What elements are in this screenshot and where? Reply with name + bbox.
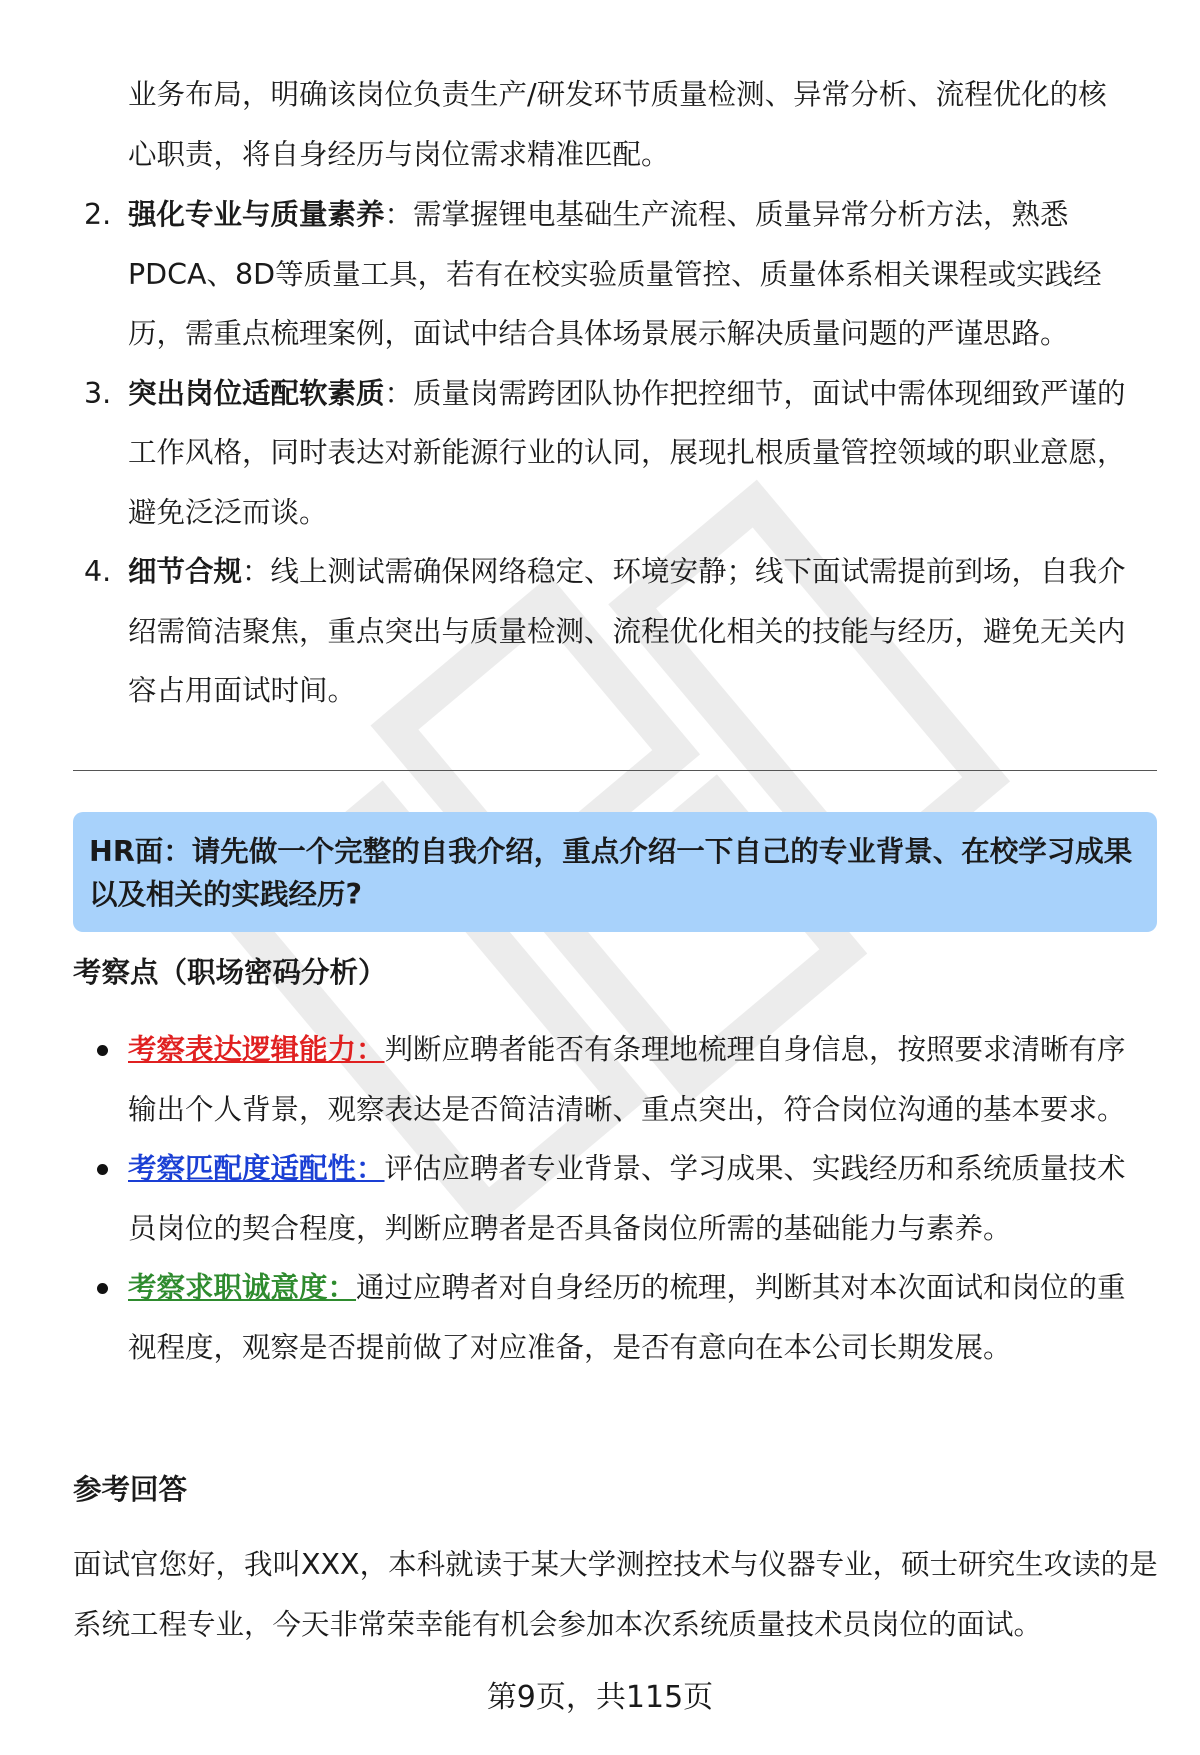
list-item-text: 质量岗需跨团队协作把控细节，面试中需体现细致严谨的工作风格，同时表达对新能源行业的认同，展现扎根质量管控领域的职业意愿，避免泛泛而谈。 (128, 376, 1126, 529)
intro-paragraph (128, 65, 1158, 184)
hr-question-box (73, 812, 1157, 932)
bullet-dot (97, 1283, 108, 1294)
list-item-text: 线上测试需确保网络稳定、环境安静；线下面试需提前到场，自我介绍需简洁聚焦，重点突出与质量检测、流程优化相关的技能与经历，避免无关内容占用面试时间。 (128, 555, 1126, 707)
hr-question-text: HR面：请先做一个完整的自我介绍，重点介绍一下自己的专业背景、在校学习成果以及相关的实践经历? (89, 835, 1133, 911)
section-divider (73, 770, 1157, 771)
point-key: 考察表达逻辑能力： (128, 1033, 385, 1066)
analysis-points (0, 1020, 1200, 1377)
tips-list (0, 185, 1200, 721)
point-text: 评估应聘者专业背景、学习成果、实践经历和系统质量技术员岗位的契合程度，判断应聘者是否具备岗位所需的基础能力与素养。 (128, 1152, 1126, 1245)
list-number: 2. (84, 198, 112, 231)
list-item-separator: ： (384, 198, 414, 231)
list-item-title: 突出岗位适配软素质 (128, 376, 385, 410)
list-number: 4. (84, 555, 112, 588)
intro-line-1: 业务布局，明确该岗位负责生产/研发环节质量检测、异常分析、流程优化的核 (128, 78, 1107, 111)
list-item-separator: ： (242, 555, 271, 588)
analysis-heading: 考察点（职场密码分析） (73, 956, 387, 989)
answer-paragraph: 面试官您好，我叫XXX，本科就读于某大学测控技术与仪器专业，硕士研究生攻读的是系统工程专业，今天非常荣幸能有机会参加本次系统质量技术员岗位的面试。 (73, 1548, 1158, 1641)
list-number: 3. (84, 376, 112, 410)
intro-line-2: 心职责，将自身经历与岗位需求精准匹配。 (128, 137, 670, 171)
bullet-dot (97, 1164, 108, 1175)
bullet-item (0, 1258, 1200, 1377)
list-item (0, 542, 1200, 721)
point-text: 判断应聘者能否有条理地梳理自身信息，按照要求清晰有序输出个人背景，观察表达是否简洁清晰、重点突出，符合岗位沟通的基本要求。 (128, 1033, 1126, 1126)
answer-heading: 参考回答 (73, 1473, 188, 1506)
list-item-title: 细节合规 (128, 555, 243, 588)
bullet-item (0, 1020, 1200, 1139)
list-item-title: 强化专业与质量素养 (128, 198, 385, 231)
list-item-text: 需掌握锂电基础生产流程、质量异常分析方法，熟悉PDCA、8D等质量工具，若有在校实验质量管控、质量体系相关课程或实践经历，需重点梳理案例，面试中结合具体场景展示解决质量问题的严谨思路。 (128, 198, 1102, 350)
point-key: 考察求职诚意度： (128, 1271, 357, 1304)
list-item (0, 185, 1200, 364)
point-text: 通过应聘者对自身经历的梳理，判断其对本次面试和岗位的重视程度，观察是否提前做了对应准备，是否有意向在本公司长期发展。 (128, 1271, 1126, 1364)
point-key: 考察匹配度适配性： (128, 1152, 385, 1185)
list-item (0, 364, 1200, 543)
list-item-separator: ： (384, 376, 414, 410)
bullet-dot (97, 1045, 108, 1056)
bullet-item (0, 1139, 1200, 1258)
page-footer: 第9页，共115页 (486, 1680, 714, 1715)
